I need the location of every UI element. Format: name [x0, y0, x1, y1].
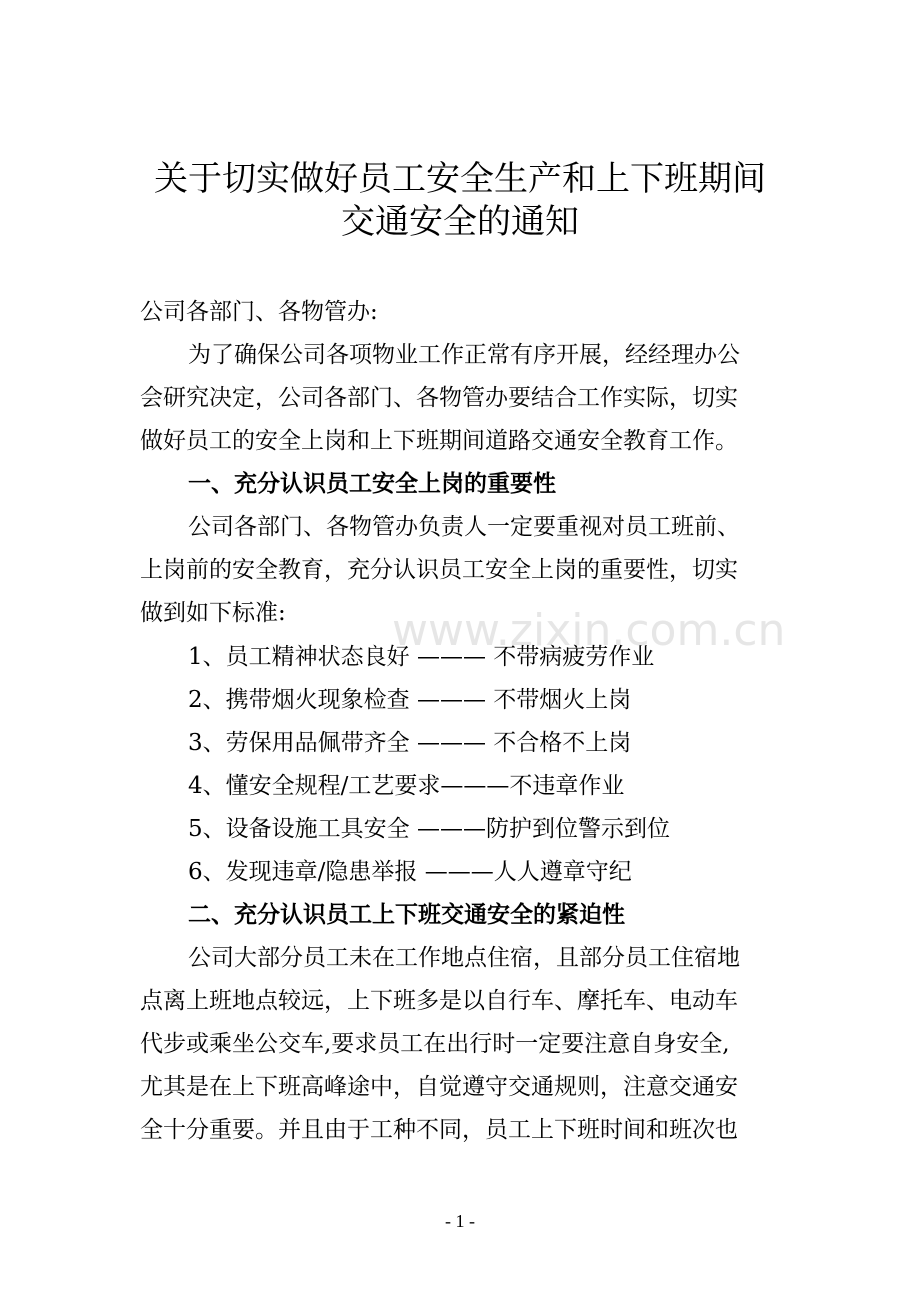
watermark: www.zixin.com.cn [392, 605, 786, 656]
page-number: - 1 - [445, 1211, 475, 1231]
standard-item: 1、员工精神状态良好 ——— 不带病疲劳作业 [188, 644, 655, 670]
document-title-line-2: 交通安全的通知 [341, 202, 579, 242]
section-heading-1: 一、充分认识员工安全上岗的重要性 [188, 471, 556, 497]
standard-item: 5、设备设施工具安全 ———防护到位警示到位 [188, 816, 670, 842]
paragraph-line: 代步或乘坐公交车,要求员工在出行时一定要注意自身安全, [140, 1031, 730, 1057]
paragraph-line: 点离上班地点较远，上下班多是以自行车、摩托车、电动车 [140, 988, 738, 1014]
standard-item: 4、懂安全规程/工艺要求———不违章作业 [188, 773, 625, 799]
standard-item: 6、发现违章/隐患举报 ———人人遵章守纪 [188, 859, 632, 885]
paragraph-line: 全十分重要。并且由于工种不同，员工上下班时间和班次也 [140, 1117, 738, 1143]
paragraph-line: 会研究决定，公司各部门、各物管办要结合工作实际，切实 [140, 385, 738, 411]
paragraph-line: 公司各部门、各物管办负责人一定要重视对员工班前、 [188, 514, 740, 540]
paragraph-line: 公司大部分员工未在工作地点住宿，且部分员工住宿地 [188, 945, 740, 971]
standard-item: 3、劳保用品佩带齐全 ——— 不合格不上岗 [188, 730, 632, 756]
paragraph-line: 上岗前的安全教育，充分认识员工安全上岗的重要性，切实 [140, 557, 738, 583]
paragraph-line: 做到如下标准: [140, 600, 286, 626]
salutation: 公司各部门、各物管办: [140, 299, 378, 325]
paragraph-line: 尤其是在上下班高峰途中，自觉遵守交通规则，注意交通安 [140, 1074, 738, 1100]
paragraph-line: 为了确保公司各项物业工作正常有序开展，经经理办公 [188, 342, 740, 368]
standard-item: 2、携带烟火现象检查 ——— 不带烟火上岗 [188, 687, 632, 713]
section-heading-2: 二、充分认识员工上下班交通安全的紧迫性 [188, 902, 625, 928]
document-title-line-1: 关于切实做好员工安全生产和上下班期间 [154, 159, 766, 199]
paragraph-line: 做好员工的安全上岗和上下班期间道路交通安全教育工作。 [140, 428, 738, 454]
